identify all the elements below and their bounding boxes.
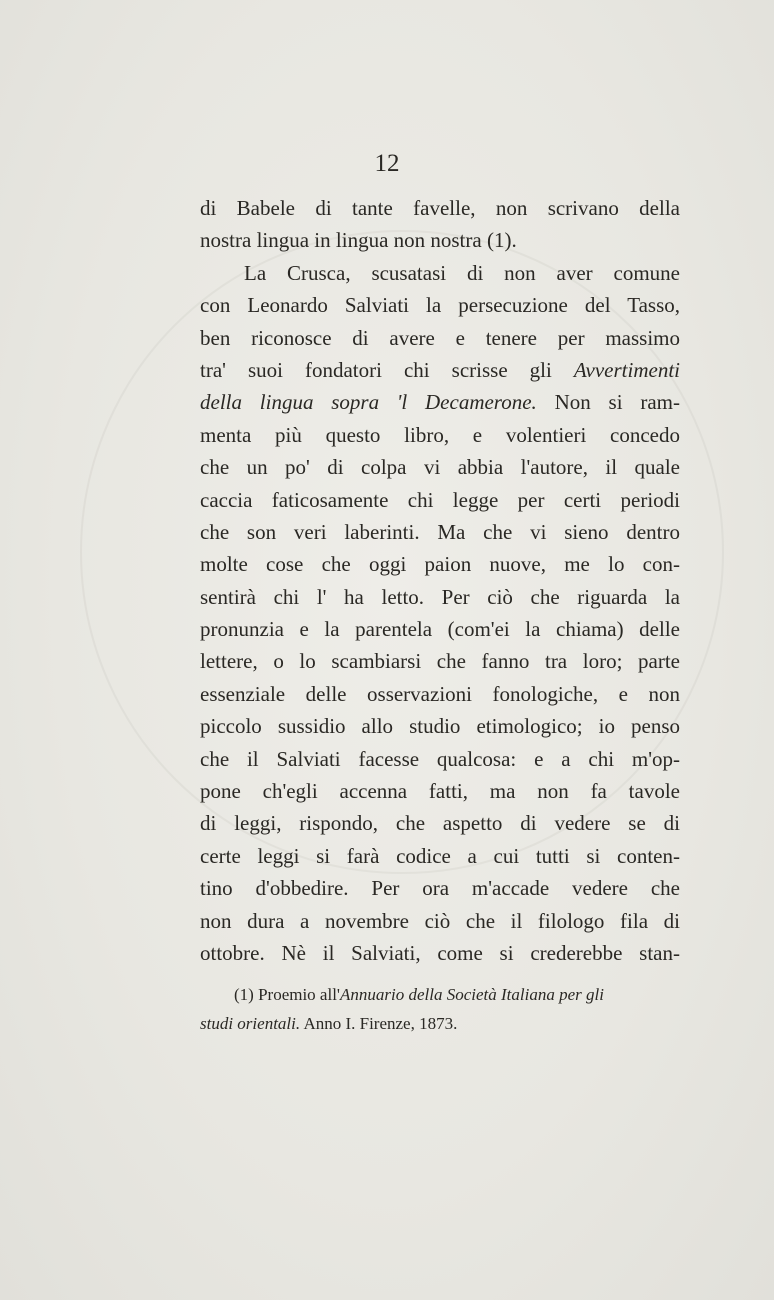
text-line: che un po' di colpa vi abbia l'autore, il quale [200,455,680,480]
text-line: menta più questo libro, e volentieri concedo [200,422,680,447]
text-line: tino d'obbedire. Per ora m'accade vedere che [200,876,680,901]
footnote-details: Anno I. Firenze, 1873. [303,1014,458,1033]
text-line [200,354,680,386]
body-text [200,192,680,969]
footnote [200,980,680,1038]
text-line: caccia faticosamente chi legge per certi periodi [200,487,680,512]
text-segment: Non si ram- [554,390,680,415]
text-line: essenziale delle osservazioni fonologiche, e non [200,681,680,706]
text-line: di leggi, rispondo, che aspetto di vedere se di [200,811,680,836]
italic-title: della lingua sopra 'l Decamerone. [200,390,537,415]
text-line: che il Salviati facesse qualcosa: e a chi m'op- [200,746,680,771]
text-line: non dura a novembre ciò che il filologo fila di [200,908,680,933]
text-line: ben riconosce di avere e tenere per massimo [200,325,680,350]
text-segment: tra' suoi fondatori chi scrisse gli [200,357,552,382]
page-number: 12 [374,150,400,177]
italic-title: Avvertimenti [573,357,681,382]
footnote-line [200,980,680,1009]
text-line: La Crusca, scusatasi di non aver comune [244,260,680,285]
text-line [200,386,680,418]
footnote-title: studi orientali. [200,1014,301,1033]
text-line: di Babele di tante favelle, non scrivano della [200,196,680,220]
footnote-marker: (1) Proemio all' [234,985,340,1004]
text-line: nostra lingua in lingua non nostra (1). [200,228,517,253]
text-line: che son veri laberinti. Ma che vi sieno dentro [200,519,680,544]
footnote-title: Annuario della Società Italiana per gli [339,985,604,1004]
text-line: molte cose che oggi paion nuove, me lo con- [200,552,680,577]
text-line: sentirà chi l' ha letto. Per ciò che riguarda la [200,584,680,609]
text-line: lettere, o lo scambiarsi che fanno tra loro; parte [200,649,680,674]
footnote-line [200,1009,680,1038]
text-line: pronunzia e la parentela (com'ei la chiama) delle [200,617,680,642]
text-line: con Leonardo Salviati la persecuzione del Tasso, [200,293,680,318]
text-line: pone ch'egli accenna fatti, ma non fa tavole [200,779,680,804]
text-line: piccolo sussidio allo studio etimologico; io penso [200,714,680,739]
text-line: certe leggi si farà codice a cui tutti si conten- [200,843,680,868]
text-line: ottobre. Nè il Salviati, come si crederebbe stan- [200,940,680,965]
